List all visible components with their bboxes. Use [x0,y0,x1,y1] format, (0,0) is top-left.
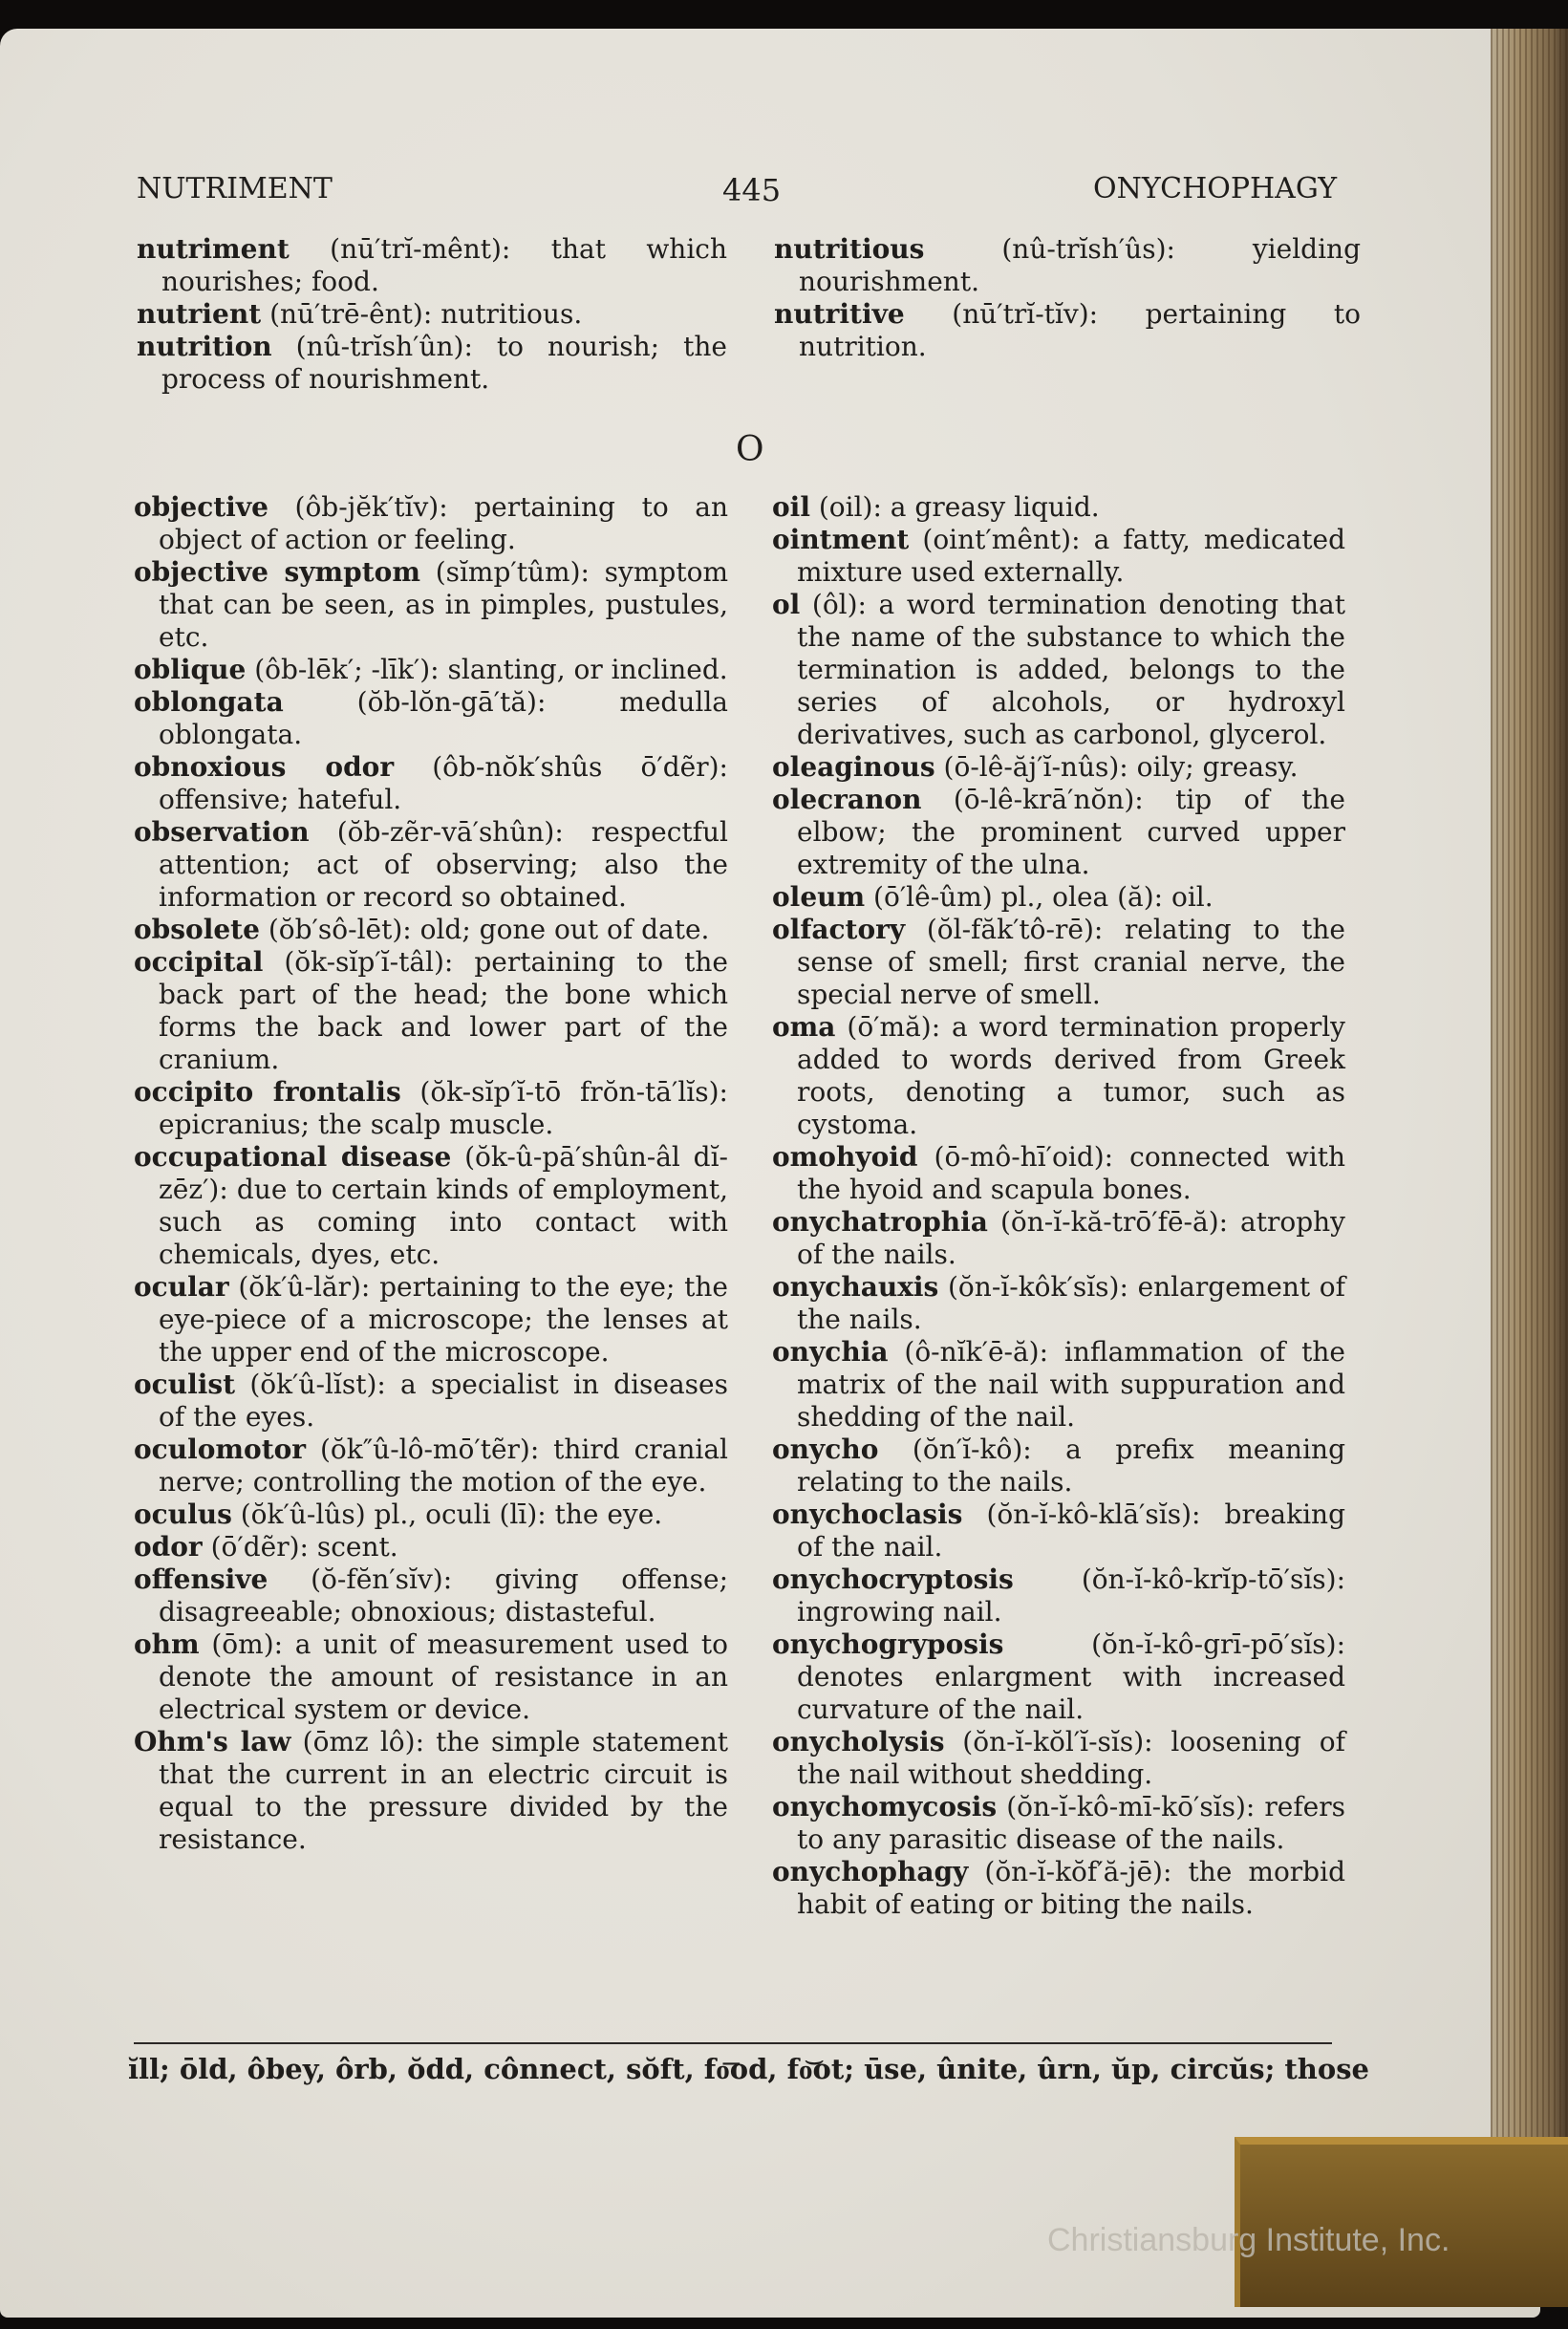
dictionary-entry [137,331,727,396]
headword: onychatrophia [772,1206,988,1238]
headword: occipito frontalis [134,1076,401,1108]
definition: (ŏn-ĭ-kô-grī-pō′sĭs): denotes enlargment with increased curvature of the nail. [797,1628,1345,1725]
dictionary-entry [134,654,728,686]
dictionary-entry [134,1563,728,1628]
definition: (ŏn-ĭ-kô-klā′sĭs): breaking of the nail. [797,1499,1345,1563]
headword: observation [134,816,310,848]
headword: onycho [772,1434,879,1465]
headword: nutritious [774,233,925,265]
definition: (ŏn-ĭ-kôk′sĭs): enlargement of the nails. [797,1271,1346,1335]
headword: oleum [772,881,866,913]
definition: (ōm): a unit of measurement used to denote the amount of resistance in an electrical system or device. [159,1628,728,1725]
headword: oculist [134,1369,236,1400]
watermark: Christiansburg Institute, Inc. [1047,2222,1450,2258]
headword: olfactory [772,914,906,945]
headword: olecranon [772,784,922,815]
definition: (nū′trē-ênt): nutritious. [269,298,583,330]
running-head-right: ONYCHOPHAGY [1093,172,1338,205]
definition: (nū′trĭ-mênt): that which nourishes; food. [161,233,727,297]
dictionary-entry [772,1563,1345,1628]
footer-rule [134,2042,1332,2044]
definition: (nû-trĭsh′ûs): yielding nourishment. [799,233,1361,297]
pronunciation-key: ĭll; ōld, ôbey, ôrb, ŏdd, cônnect, sŏft, fo͞od, fo͝ot; ūse, ûnite, ûrn, ŭp, circŭs; those [128,2053,1369,2085]
dictionary-entry [772,1271,1345,1336]
dictionary-entry [772,914,1345,1011]
definition: (ŏn-ĭ-kŏl′ĭ-sĭs): loosening of the nail without shedding. [797,1726,1346,1790]
definition: (sĭmp′tûm): symptom that can be seen, as in pimples, pustules, etc. [159,556,729,653]
top-left-column [137,233,727,396]
headword: Ohm's law [134,1726,291,1758]
dictionary-entry [134,556,728,654]
dictionary-entry [134,946,728,1076]
dictionary-entry [772,881,1345,914]
dictionary-entry [774,298,1361,363]
definition: (ŏk-sĭp′ĭ-tō frŏn-tā′lĭs): epicranius; the scalp muscle. [159,1076,728,1140]
definition: (ôb-jĕk′tĭv): pertaining to an object of action or feeling. [159,491,728,555]
headword: ol [772,589,801,620]
definition: (ō′lê-ûm) pl., olea (ă): oil. [873,881,1214,913]
headword: oleaginous [772,751,935,783]
definition: (ŏk′û-lăr): pertaining to the eye; the eye-piece of a microscope; the lenses at the upper end of the microscope. [159,1271,728,1368]
definition: (ôb-nŏk′shûs ō′dẽr): offensive; hateful. [159,751,728,815]
dictionary-entry [772,1726,1345,1791]
definition: (oint′mênt): a fatty, medicated mixture used externally. [797,524,1346,588]
dictionary-entry [772,1336,1345,1434]
dictionary-entry [134,1369,728,1434]
dictionary-entry [134,1141,728,1271]
headword: obsolete [134,914,260,945]
headword: onychauxis [772,1271,939,1303]
headword: oblongata [134,686,284,718]
dictionary-entry [137,298,727,331]
headword: oculomotor [134,1434,307,1465]
headword: onychophagy [772,1856,969,1887]
definition: (ō-mô-hī′oid): connected with the hyoid and scapula bones. [797,1141,1345,1205]
definition: (ô-nĭk′ē-ă): inflammation of the matrix of the nail with suppuration and shedding of the nail. [797,1336,1345,1433]
dictionary-entry [772,751,1345,784]
definition: (ŏ-fĕn′sĭv): giving offense; disagreeable; obnoxious; distasteful. [159,1563,729,1628]
headword: ohm [134,1628,200,1660]
headword: nutrient [137,298,262,330]
dictionary-entry [772,1011,1345,1141]
dictionary-entry [134,1499,728,1531]
headword: oblique [134,654,247,685]
headword: obnoxious odor [134,751,395,783]
headword: onychogryposis [772,1628,1004,1660]
dictionary-entry [772,1791,1345,1856]
right-column [772,491,1345,1921]
definition: (ō′mă): a word termination properly added to words derived from Greek roots, denoting a tumor, such as cystoma. [797,1011,1346,1140]
headword: oil [772,491,810,523]
definition: (ŏk-sĭp′ĭ-tâl): pertaining to the back part of the head; the bone which forms the back and lower part of the cranium. [159,946,728,1075]
headword: ocular [134,1271,229,1303]
dictionary-entry [772,589,1345,751]
definition: (ŏk-û-pā′shûn-âl dĭ-zēz′): due to certain kinds of employment, such as coming into contact with chemicals, dyes, etc. [159,1141,728,1270]
dictionary-entry [774,233,1361,298]
definition: (ŏk′û-lĭst): a specialist in diseases of the eyes. [159,1369,728,1433]
definition: (ŏn′ĭ-kô): a prefix meaning relating to the nails. [797,1434,1345,1498]
left-column [134,491,728,1856]
definition: (ŏk″û-lô-mō′tẽr): third cranial nerve; controlling the motion of the eye. [159,1434,728,1498]
headword: ointment [772,524,910,555]
top-right-column [774,233,1361,363]
dictionary-entry [134,816,728,914]
headword: onychia [772,1336,889,1368]
headword: onycholysis [772,1726,945,1758]
headword: nutritive [774,298,905,330]
definition: (ōmz lô): the simple statement that the current in an electric circuit is equal to the pressure divided by the resistance. [159,1726,729,1855]
dictionary-entry [134,491,728,556]
dictionary-entry [772,784,1345,881]
definition: (nū′trĭ-tĭv): pertaining to nutrition. [799,298,1361,362]
dictionary-entry [137,233,727,298]
definition: (ŏk′û-lûs) pl., oculi (lī): the eye. [240,1499,663,1530]
headword: oculus [134,1499,232,1530]
dictionary-entry [134,751,728,816]
definition: (ō-lê-krā′nŏn): tip of the elbow; the prominent curved upper extremity of the ulna. [797,784,1345,880]
dictionary-entry [772,1434,1345,1499]
dictionary-entry [134,1271,728,1369]
headword: onychomycosis [772,1791,998,1822]
headword: occipital [134,946,264,978]
dictionary-entry [134,1726,728,1856]
headword: occupational disease [134,1141,452,1173]
definition: (ôb-lēk′; -līk′): slanting, or inclined. [254,654,728,685]
definition: (ŏb-lŏn-gā′tă): medulla oblongata. [159,686,728,750]
dictionary-entry [134,1076,728,1141]
definition: (ŏn-ĭ-kô-krĭp-tō′sĭs): ingrowing nail. [797,1563,1345,1628]
dictionary-entry [134,686,728,751]
section-letter: O [736,430,764,469]
definition: (ŏb′sô-lēt): old; gone out of date. [268,914,710,945]
dictionary-entry [134,914,728,946]
page-edges [1491,29,1568,2160]
definition: (ôl): a word termination denoting that the name of the substance to which the termination is added, belongs to the series of alcohols, or hydroxyl derivatives, such as carbonol, glycerol. [797,589,1345,750]
running-head-left: NUTRIMENT [137,172,333,205]
headword: nutriment [137,233,290,265]
definition: (ŏn-ĭ-kŏf′ă-jē): the morbid habit of eating or biting the nails. [797,1856,1345,1920]
definition: (ŏn-ĭ-kă-trō′fē-ă): atrophy of the nails. [797,1206,1345,1270]
dictionary-entry [772,1141,1345,1206]
definition: (ŏn-ĭ-kô-mī-kō′sĭs): refers to any parasitic disease of the nails. [797,1791,1346,1855]
dictionary-entry [772,1499,1345,1563]
dictionary-entry [772,524,1345,589]
headword: oma [772,1011,836,1043]
headword: odor [134,1531,203,1563]
dictionary-entry [134,1531,728,1563]
headword: omohyoid [772,1141,918,1173]
headword: objective symptom [134,556,420,588]
dictionary-entry [772,1628,1345,1726]
definition: (nû-trĭsh′ûn): to nourish; the process of nourishment. [161,331,727,395]
dictionary-entry [772,1856,1345,1921]
headword: nutrition [137,331,272,362]
definition: (ō-lê-ăj′ĭ-nûs): oily; greasy. [943,751,1299,783]
headword: offensive [134,1563,268,1595]
definition: (ŏb-zẽr-vā′shûn): respectful attention; act of observing; also the information or record so obtained. [159,816,728,913]
dictionary-entry [134,1434,728,1499]
dictionary-entry [772,491,1345,524]
headword: onychoclasis [772,1499,963,1530]
page-number: 445 [722,172,782,208]
definition: (oil): a greasy liquid. [818,491,1100,523]
headword: onychocryptosis [772,1563,1014,1595]
definition: (ŏl-făk′tô-rē): relating to the sense of smell; first cranial nerve, the special nerve of smell. [797,914,1345,1010]
dictionary-entry [134,1628,728,1726]
dictionary-entry [772,1206,1345,1271]
definition: (ō′dẽr): scent. [210,1531,398,1563]
headword: objective [134,491,268,523]
